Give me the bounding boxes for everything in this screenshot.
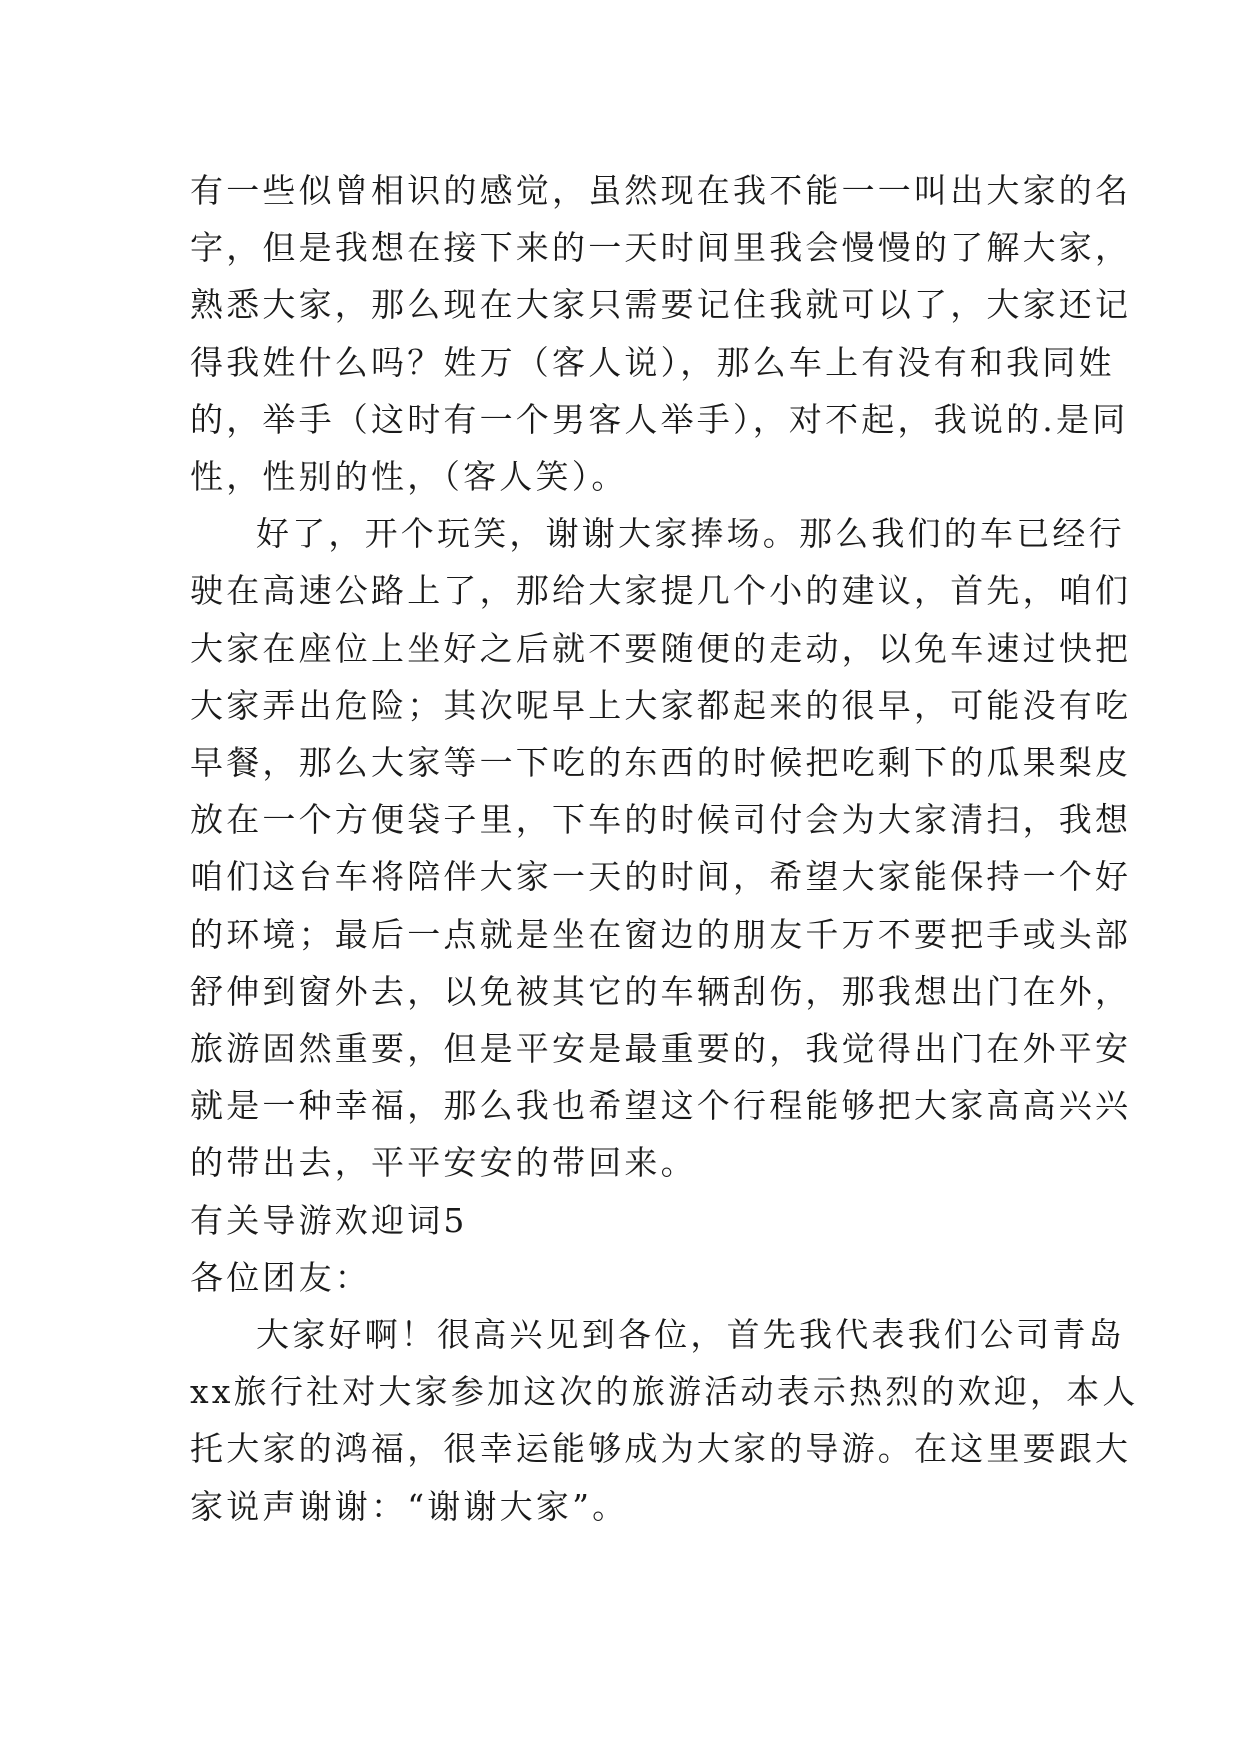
text-line: 性，性别的性，（客人笑）。 [190, 457, 628, 497]
text-line: 舒伸到窗外去，以免被其它的车辆刮伤，那我想出门在外， [190, 971, 1132, 1011]
text-line: 旅游固然重要，但是平安是最重要的，我觉得出门在外平安 [190, 1029, 1132, 1069]
greeting: 各位团友： [190, 1257, 371, 1297]
text-line: 驶在高速公路上了，那给大家提几个小的建议，首先，咱们 [190, 571, 1132, 611]
text-line: 熟悉大家，那么现在大家只需要记住我就可以了，大家还记 [190, 285, 1132, 325]
paragraph-1 [190, 162, 1132, 505]
document-body [190, 162, 1139, 1535]
text-line: 大家好啊！很高兴见到各位，首先我代表我们公司青岛 [256, 1315, 1125, 1355]
text-line: 的环境；最后一点就是坐在窗边的朋友千万不要把手或头部 [190, 914, 1132, 954]
text-line: 就是一种幸福，那么我也希望这个行程能够把大家高高兴兴 [190, 1086, 1132, 1126]
text-line: xx旅行社对大家参加这次的旅游活动表示热烈的欢迎，本人 [190, 1372, 1139, 1412]
text-line: 咱们这台车将陪伴大家一天的时间，希望大家能保持一个好 [190, 857, 1132, 897]
text-line: 的，举手（这时有一个男客人举手），对不起，我说的.是同 [190, 399, 1129, 439]
text-line: 早餐，那么大家等一下吃的东西的时候把吃剩下的瓜果梨皮 [190, 743, 1132, 783]
text-line: 托大家的鸿福，很幸运能够成为大家的导游。在这里要跟大 [190, 1429, 1132, 1469]
text-line: 字，但是我想在接下来的一天时间里我会慢慢的了解大家， [190, 228, 1132, 268]
text-line: 的带出去，平平安安的带回来。 [190, 1143, 697, 1183]
text-line: 得我姓什么吗？姓万（客人说），那么车上有没有和我同姓 [190, 342, 1115, 382]
paragraph-2 [190, 505, 1132, 1191]
text-line: 家说声谢谢：“谢谢大家”。 [190, 1486, 629, 1526]
text-line: 有一些似曾相识的感觉，虽然现在我不能一一叫出大家的名 [190, 171, 1132, 210]
text-line: 大家在座位上坐好之后就不要随便的走动，以免车速过快把 [190, 628, 1132, 668]
paragraph-3 [190, 1306, 1139, 1535]
text-line: 大家弄出危险；其次呢早上大家都起来的很早，可能没有吃 [190, 685, 1132, 725]
text-line: 放在一个方便袋子里，下车的时候司付会为大家清扫，我想 [190, 800, 1132, 840]
text-line: 好了，开个玩笑，谢谢大家捧场。那么我们的车已经行 [256, 514, 1125, 554]
section-title: 有关导游欢迎词5 [190, 1200, 468, 1240]
